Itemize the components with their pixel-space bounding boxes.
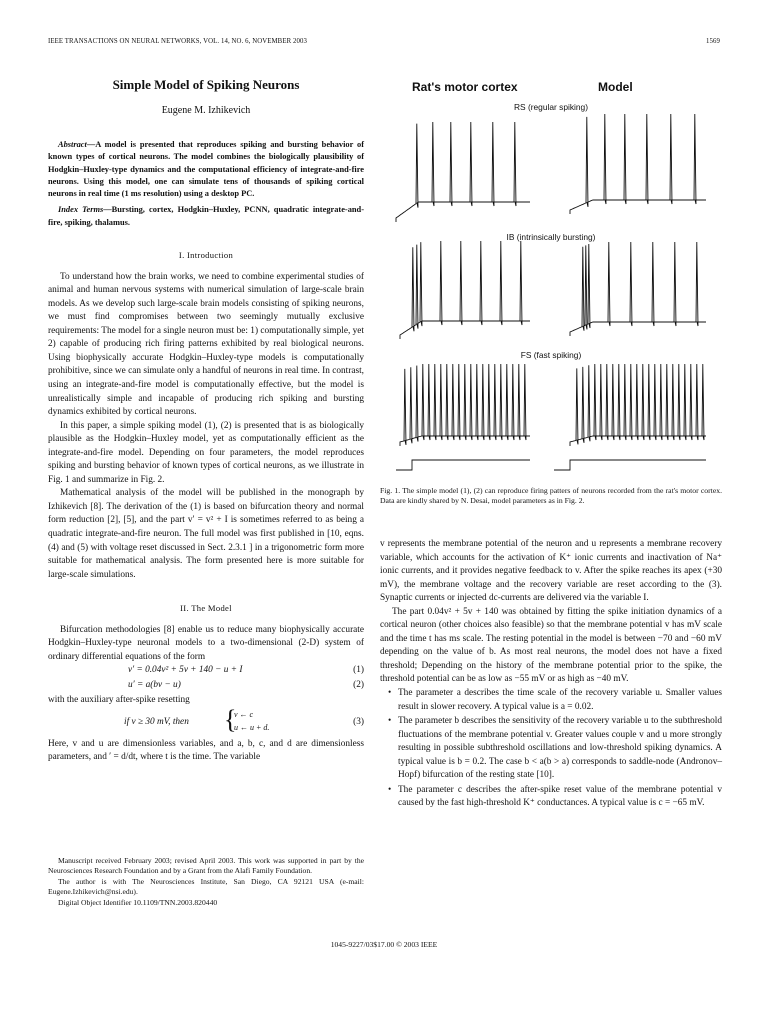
list-item: • The parameter b describes the sensitivity of the recovery variable u to the subthreshold fluctuations of the membrane potential v. Greater values couple v and u more strongly resulting in possible subthreshold oscillations and low-threshold spiking dynamics. A typical value is b = 0.2. The case b < a(b > a) corresponds to saddle-node (Andronov–Hopf) bifurcation of the resting state [10]. <box>398 715 722 783</box>
intro-paragraph-2: In this paper, a simple spiking model (1), (2) is presented that is as biologically plausible as the Hodgkin–Huxley model, yet as computationally efficient as the integrate-and-fire model. Depending on four parameters, the model reproduces spiking and bursting behavior of known types of cortical neurons, as we illustrate in Fig. 1 and summarize in Fig. 2. <box>48 420 364 485</box>
copyright-footer: 1045-9227/03$17.00 © 2003 IEEE <box>330 940 438 949</box>
model-paragraph-1: Bifurcation methodologies [8] enable us to reduce many biophysically accurate Hodgkin–Huxley-type neuronal models to a two-dimensional (2-D) system of ordinary differential equations of the form <box>48 624 364 662</box>
section-heading-introduction: I. Introduction <box>178 250 234 261</box>
right-paragraph-1: v represents the membrane potential of the neuron and u represents a membrane recovery variable, which accounts for the activation of K⁺ ionic currents and inactivation of Na⁺ ionic currents, and it provides negative feedback to v. After the spike reaches its apex (+30 mV), the membrane voltage and the recovery variable are reset according to the (3). Synaptic currents or injected dc-currents are delivered via the variable I. <box>380 539 722 604</box>
footnote-manuscript: Manuscript received February 2003; revised April 2003. This work was supported in part by the Neurosciences Research Foundation and by a Grant from the Alafi Family Foundation. <box>48 856 364 876</box>
figure-right-title: Model <box>598 80 633 94</box>
equation-3-condition: if v ≥ 30 mV, then <box>124 716 189 727</box>
index-terms-text: —Bursting, cortex, Hodgkin–Huxley, PCNN, quadratic integrate-and-fire, spiking, thalamus. <box>48 205 364 227</box>
equation-2-body: u′ = a(bv − u) <box>128 680 181 691</box>
author-name: Eugene M. Izhikevich <box>161 105 251 116</box>
rs-trace-model <box>570 114 706 214</box>
left-column <box>48 74 364 765</box>
input-step-rat <box>396 460 530 470</box>
right-column <box>380 538 722 812</box>
abstract <box>48 139 364 200</box>
equation-2-number: (2) <box>353 680 364 691</box>
page-number: 1569 <box>706 38 720 45</box>
equation-1 <box>48 664 364 679</box>
equation-1-body: v′ = 0.04v² + 5v + 140 − u + I <box>128 665 243 676</box>
equation-3-case-1: v ← c <box>234 709 254 719</box>
index-terms-label: Index Terms <box>58 205 104 215</box>
equation-1-number: (1) <box>353 665 364 676</box>
figure-caption: Fig. 1. The simple model (1), (2) can reproduce firing patters of neurons recorded from the rat's motor cortex. Data are kindly shared by N. Desai, model parameters as in Fig. 2. <box>380 486 722 506</box>
fs-trace-rat <box>400 364 530 446</box>
intro-paragraph-3: Mathematical analysis of the model will be published in the monograph by Izhikevich [8]. The derivation of the (1) is based on bifurcation theory and normal form reduction [2], [5], and the part v′ = v² + I is sometimes referred to as being a quadratic integrate-and-fire neuron. The full model was first published in [10, eqns. (4) and (5) with voltage reset discussed in Sect. 2.3.1 ] in a trigonometric form more suitable for mathematical analysis. The form presented here is more suitable for large-scale simulations. <box>48 488 364 580</box>
equation-3-case-2: u ← u + d. <box>234 722 270 732</box>
footnotes <box>48 856 364 908</box>
figure-left-title: Rat's motor cortex <box>412 80 518 94</box>
ib-trace-model <box>570 242 706 336</box>
spike-traces <box>380 70 722 480</box>
footnote-doi: Digital Object Identifier 10.1109/TNN.2003.820440 <box>58 897 218 907</box>
equation-3 <box>48 704 364 738</box>
abstract-text: —A model is presented that reproduces spiking and bursting behavior of known types of cortical neurons. The model combines the biologically plausibility of Hodgkin–Huxley-type dynamics and the computational efficiency of integrate-and-fire neurons. Using this model, one can simulate tens of thousands of spiking cortical neurons in real time (1 ms resolution) using a desktop PC. <box>48 140 364 199</box>
figure-label-rs: RS (regular spiking) <box>513 102 588 112</box>
running-header: IEEE TRANSACTIONS ON NEURAL NETWORKS, VOL. 14, NO. 6, NOVEMBER 2003 <box>48 38 307 45</box>
model-paragraph-2: Here, v and u are dimensionless variables, and a, b, c, and d are dimensionless parameters, and ′ = d/dt, where t is the time. The variable <box>48 738 364 763</box>
rs-trace-rat <box>396 122 530 222</box>
equation-3-brace: { <box>224 704 237 734</box>
section-heading-model: II. The Model <box>180 603 232 614</box>
figure-label-fs: FS (fast spiking) <box>520 350 582 360</box>
paper-title: Simple Model of Spiking Neurons <box>112 77 300 92</box>
figure-label-ib: IB (intrinsically bursting) <box>506 232 596 242</box>
list-item: • The parameter a describes the time scale of the recovery variable u. Smaller values result in slower recovery. A typical value is a = 0.02. <box>398 687 722 714</box>
footnote-affiliation: The author is with The Neurosciences Institute, San Diego, CA 92121 USA (e-mail: Eugene.Izhikevich@nsi.edu). <box>48 876 364 897</box>
right-paragraph-2: The part 0.04v² + 5v + 140 was obtained by fitting the spike initiation dynamics of a cortical neuron (other choices also feasible) so that the membrane potential v has mV scale and the time t has ms scale. The resting potential in the model is between −70 and −60 mV depending on the value of b. As most real neurons, the model does not have a fixed threshold; Depending on the history of the membrane potential prior to the spike, the threshold potential can be as low as −55 mV or as high as −40 mV. <box>380 606 722 685</box>
abstract-label: Abstract <box>58 140 87 149</box>
list-item: • The parameter c describes the after-spike reset value of the membrane potential v caused by the fast high-threshold K⁺ conductances. A typical value is c = −65 mV. <box>398 784 722 811</box>
index-terms <box>48 204 364 229</box>
reset-intro: with the auxiliary after-spike resetting <box>48 695 190 706</box>
fs-trace-model <box>570 364 706 446</box>
ib-trace-rat <box>400 241 530 339</box>
input-step-model <box>554 460 706 470</box>
figure-1 <box>380 70 722 480</box>
equation-3-number: (3) <box>353 716 364 727</box>
parameter-list <box>380 687 722 811</box>
equation-2 <box>48 679 364 694</box>
intro-paragraph-1: To understand how the brain works, we need to combine experimental studies of animal and human nervous systems with numerical simulation of large-scale brain models. As we develop such large-scale brain models consisting of spiking neurons, we must find compromises between two seemingly mutually exclusive requirements: The model for a single neuron must be: 1) computationally simple, yet 2) capable of producing rich firing patterns exhibited by real biological neurons. Using biophysically accurate Hodgkin–Huxley-type models is computationally prohibitive, since we can simulate only a handful of neurons in real time. In contrast, using an integrate-and-fire model is computationally effective, but the model is unrealistically simple and incapable of producing rich spiking and bursting dynamics exhibited by cortical neurons. <box>48 271 364 418</box>
